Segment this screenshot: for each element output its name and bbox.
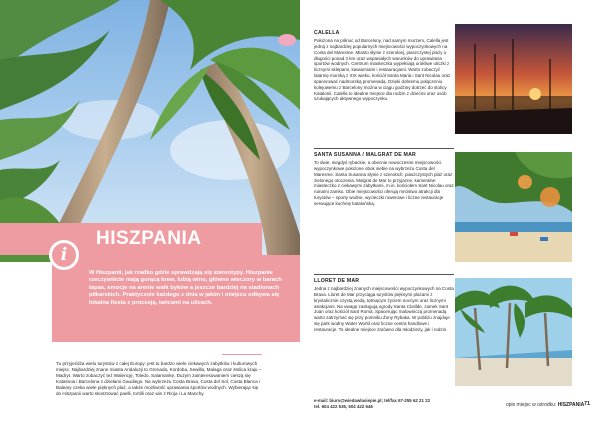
right-page xyxy=(300,0,600,424)
section-heading: SANTA SUSANNA / MALGRAT DE MAR xyxy=(314,152,416,158)
page-title: HISZPANIA xyxy=(96,228,202,249)
calella-sunset-photo xyxy=(455,24,572,134)
section-text: Położona na północ od Barcelony, nad samym morzem, Calella jest jedną z najbardziej popularnych miejscowości wypoczynkowych na Costa del Maresme. Miasto słynie z szerokiej, piaszczystej plaży o długości ponad 3 km oraz wspaniałych warunków do uprawiania sportów wodnych. Centrum miasteczka wypełniają urokliwe uliczki z licznymi sklepami, kawiarniami i restauracjami. Warto zobaczyć latarnię morską z XIX wieku, kościół Santa Maria i Sant Nicolau oraz spacerować nadmorską promenadą. Dzięki dobremu połączeniu kolejowemu z Barcelony można w ciągu godziny dotrzeć do stolicy Katalonii. Calella to idealne miejsce dla rodzin z dziećmi oraz osób szukających aktywnego wypoczynku. xyxy=(314,38,451,102)
section-text: To dwie, niegdyś rybackie, a obecnie nowoczesne miejscowości wypoczynkowe położone obok siebie na wybrzeżu Costa del Maresme. Santa Susanna słynie z szerokich, piaszczystych plaż oraz zielonego otoczenia. Malgrat de Mar to przyjazne, kameralne miasteczko z ciekawymi zabytkami, m.in. kościołem Sant Nicolau oraz ruinami zamku. Obie miejscowości oferują mnóstwo atrakcji dla turystów – sporty wodne, wycieczki rowerowe i liczne restauracje serwujące kuchnię katalońską. xyxy=(314,160,454,206)
section-calella xyxy=(314,30,454,102)
info-icon: i xyxy=(49,240,79,270)
footer-country: HISZPANIA xyxy=(557,402,585,408)
left-body-text: Tu przyjeżdża wielu turystów z całej Europy: jest tu bardzo wiele ciekawych zabytków i kulturowych miejsc. Najbardziej znane miasta Andaluzji to Grenada, Kordoba, Sewilla, Malaga oraz stolica kraju – Madryt. Warto zobaczyć też Walencję, Toledo, Salamankę. Dużym zainteresowaniem cieszą się Katalonia i Barcelona z dziełami Gaudiego. Na wybrzeżu Costa Brava, Costa del Sol, Costa Blanca i Baleary czeka wiele pięknych plaż, a także możliwość uprawiania sportów wodnych. Wybierając się do Hiszpanii warto skosztować paelli, tortilli oraz win z Rioja i La Manchy. xyxy=(56,361,262,397)
running-footer xyxy=(506,402,584,408)
lloret-promenade-photo xyxy=(455,278,572,386)
section-divider xyxy=(314,274,454,275)
contact-line: e-mail: biuro@wiedawlasiepie.pl; tel/fax 67-255 62 21 22 xyxy=(314,398,431,403)
section-lloret xyxy=(314,278,454,333)
santa-susanna-beach-photo xyxy=(455,152,572,262)
section-santa-susanna xyxy=(314,152,454,207)
divider xyxy=(222,354,262,355)
page-number: 71 xyxy=(584,401,591,407)
footer-text: opis miejsc w ośrodku: xyxy=(506,402,557,408)
section-text: Jedna z najbardziej znanych miejscowości wypoczynkowych na Costa Brava. Lloret de Mar przyciąga turystów pięknymi plażami z krystalicznie czystą wodą, tętniącym życiem nocnym oraz licznymi atrakcjami. Na uwagę zasługują ogrody Santa Clotilde, zamek Sant Joan oraz kościół Sant Romà. Spacerując malowniczą promenadą warto zatrzymać się przy pomniku Żony Rybaka. W pobliżu znajduje się park wodny Water World oraz liczne centra handlowe i restauracje. To idealne miejsce zarówno dla młodzieży, jak i rodzin. xyxy=(314,286,454,332)
section-heading: CALELLA xyxy=(314,30,340,36)
section-heading: LLORET DE MAR xyxy=(314,278,360,284)
intro-text: W Hiszpanii, jak rzadko gdzie sprawdzają się stereotypy. Hiszpanie rzeczywiście mają gorącą krew, lubią wino, główne wieczory w barach tapas, emocje na arenie walk byków a jeszcze bardziej na stadionach piłkarskich. Praktycznie każdego z dnia w jakim i miejscu odbywa się lokalna fiesta z procesją, tańcami na ulicach. xyxy=(89,270,282,306)
contact-line: tel. 604 422 535, 604 422 646 xyxy=(314,403,373,409)
section-divider xyxy=(314,148,454,149)
contact-info xyxy=(314,398,430,409)
